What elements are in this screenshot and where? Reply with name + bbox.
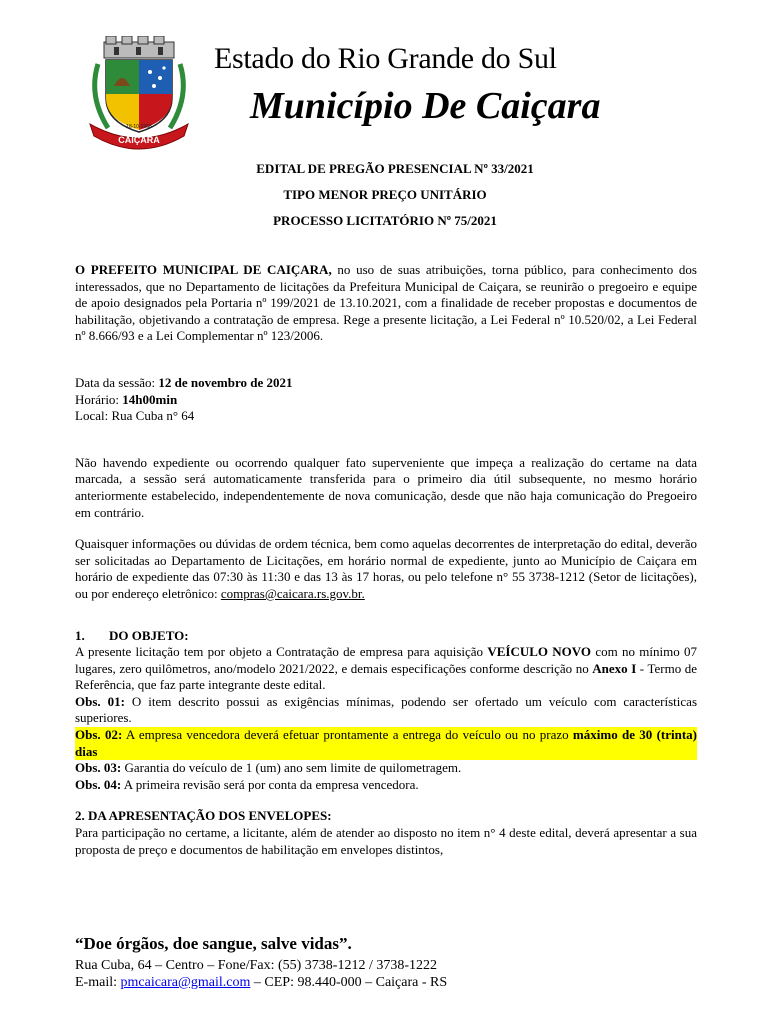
intro-paragraph bbox=[75, 262, 697, 345]
obs-02-text: A empresa vencedora deverá efetuar prontamente a entrega do veículo ou no prazo bbox=[122, 727, 573, 743]
obs-03-text: Garantia do veículo de 1 (um) ano sem limite de quilometragem. bbox=[121, 760, 462, 776]
session-place: Local: Rua Cuba n° 64 bbox=[75, 408, 195, 424]
obs-03 bbox=[75, 760, 697, 777]
obs-01-label: Obs. 01: bbox=[75, 693, 125, 709]
obs-03-label: Obs. 03: bbox=[75, 760, 122, 776]
edital-number: EDITAL DE PREGÃO PRESENCIAL Nº 33/2021 bbox=[256, 161, 534, 176]
obs-04-text: A primeira revisão será por conta da empresa vencedora. bbox=[121, 776, 419, 792]
intro-bold: O PREFEITO MUNICIPAL DE CAIÇARA, bbox=[75, 262, 332, 277]
footer-contact bbox=[75, 974, 715, 991]
session-time-value: 14h00min bbox=[122, 391, 178, 407]
crest-ribbon-text: CAIÇARA bbox=[118, 135, 160, 145]
no-expedient-paragraph: Não havendo expediente ou ocorrendo qualquer fato superveniente que impeça a realização do certame na data marcada, a sessão será automaticamente transferida para o primeiro dia útil subsequente, no mesmo horário anteriormente estabelecido, independentemente de nova comunicação, desde que não haja comunicação do Pregoeiro em contrário. bbox=[75, 454, 697, 520]
section-2-paragraph: Para participação no certame, a licitante, além de atender ao disposto no item n° 4 deste edital, deverá apresentar a sua proposta de preço e documentos de habilitação em envelopes distintos, bbox=[75, 825, 697, 857]
obs-01 bbox=[75, 694, 697, 727]
obs-01-text: O item descrito possui as exigências mínimas, podendo ser ofertado um veículo com características superiores. bbox=[75, 693, 697, 726]
footer-cep: – CEP: 98.440-000 – Caiçara - RS bbox=[250, 975, 448, 990]
object-text-a: A presente licitação tem por objeto a Contratação de empresa para aquisição bbox=[75, 644, 488, 660]
footer-slogan: “Doe órgãos, doe sangue, salve vidas”. bbox=[75, 934, 352, 953]
footer-email-link[interactable]: pmcaicara@gmail.com bbox=[120, 975, 251, 990]
session-date-value: 12 de novembro de 2021 bbox=[158, 374, 293, 390]
info-paragraph bbox=[75, 536, 697, 602]
state-title: Estado do Rio Grande do Sul bbox=[214, 42, 557, 75]
edital-process: PROCESSO LICITATÓRIO Nº 75/2021 bbox=[273, 213, 497, 228]
footer-email-label: E-mail: bbox=[75, 975, 121, 990]
object-vehicle: VEÍCULO NOVO bbox=[487, 644, 592, 660]
object-annex: Anexo I bbox=[592, 660, 637, 676]
object-text-c: com no mínimo 07 lugares, zero quilômetros, ano/modelo 2021/2022, e demais especificações conforme descrição no bbox=[75, 644, 697, 676]
session-time bbox=[75, 392, 697, 409]
obs-02-label: Obs. 02: bbox=[75, 727, 123, 743]
session-time-label: Horário: bbox=[75, 391, 123, 407]
info-text: Quaisquer informações ou dúvidas de ordem técnica, bem como aquelas decorrentes de interpretação do edital, deverão ser solicitadas ao Departamento de Licitações, em horário normal de expediente, junto ao Município de Caiçara em horário de expediente das 07:30 às 11:30 e das 13 às 17 horas, ou pelo telefone n° 55 3738-1212 (Setor de licitações), ou por endereço eletrônico: bbox=[75, 536, 697, 601]
obs-04-label: Obs. 04: bbox=[75, 776, 122, 792]
obs-02-highlighted bbox=[75, 727, 697, 760]
page-footer bbox=[75, 934, 715, 991]
crest-date-text: 18-10-1968 bbox=[126, 124, 152, 130]
session-date bbox=[75, 375, 697, 392]
section-1-number: 1. bbox=[75, 627, 85, 643]
crown-icon bbox=[104, 36, 174, 58]
footer-address: Rua Cuba, 64 – Centro – Fone/Fax: (55) 3738-1212 / 3738-1222 bbox=[75, 958, 438, 973]
municipality-title: Município De Caiçara bbox=[250, 85, 601, 127]
municipal-crest-icon bbox=[84, 36, 194, 150]
document-body bbox=[75, 262, 697, 858]
obs-04 bbox=[75, 777, 697, 794]
section-1-title bbox=[75, 628, 697, 645]
obs-02-deadline: máximo de 30 (trinta) dias bbox=[75, 727, 698, 759]
session-date-label: Data da sessão: bbox=[75, 374, 159, 390]
section-2-title: 2. DA APRESENTAÇÃO DOS ENVELOPES: bbox=[75, 808, 332, 824]
intro-text: no uso de suas atribuições, torna público, para conhecimento dos interessados, que no Departamento de licitações da Prefeitura Municipal de Caiçara, se reunirão o pregoeiro e equipe de apoio designados pela Portaria nº 199/2021 de 13.10.2021, com a finalidade de receber propostas e documentos de habilitação, objetivando a contratação de empresa. Rege a presente licitação, a Lei Federal nº 10.520/02, a Lei Federal nº 8.666/93 e a Lei Complementar nº 123/2006. bbox=[75, 262, 697, 344]
edital-heading bbox=[0, 156, 770, 234]
section-1-paragraph bbox=[75, 644, 697, 694]
contact-email-link[interactable]: compras@caicara.rs.gov.br. bbox=[220, 585, 365, 601]
edital-type: TIPO MENOR PREÇO UNITÁRIO bbox=[283, 187, 487, 202]
section-1-label: DO OBJETO: bbox=[109, 627, 189, 643]
object-text-e: - Termo de Referência, que faz parte integrante deste edital. bbox=[75, 660, 698, 693]
